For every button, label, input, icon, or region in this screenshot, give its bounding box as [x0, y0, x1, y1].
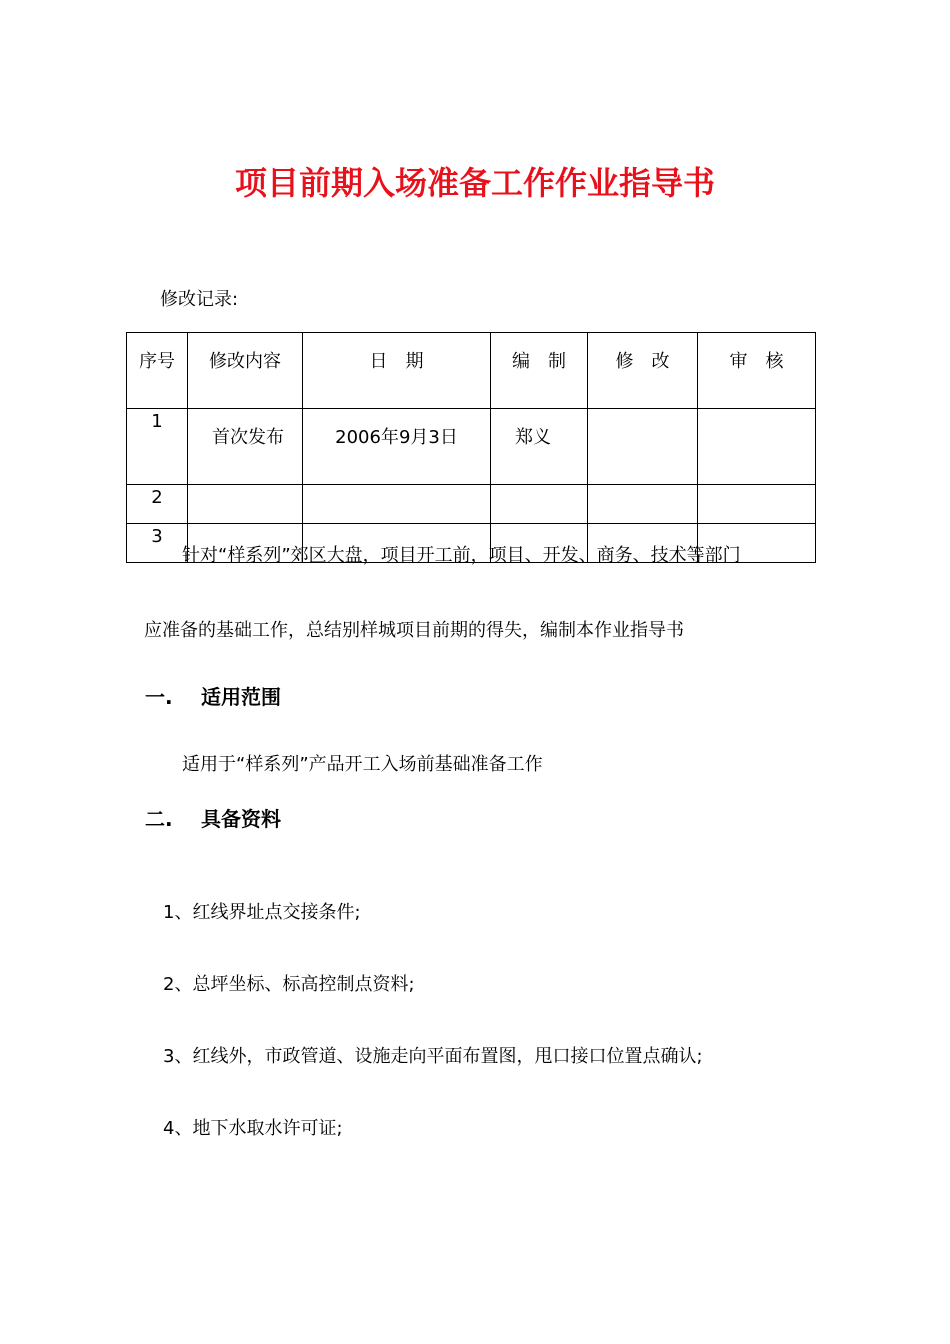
section-title: 具备资料	[201, 807, 281, 831]
section-heading-scope	[145, 681, 281, 710]
row-number: 2	[127, 485, 188, 524]
list-item: 3、红线外，市政管道、设施走向平面布置图，甩口接口位置点确认;	[163, 1046, 703, 1067]
row-modify	[588, 485, 698, 524]
revision-record-label: 修改记录:	[160, 289, 239, 310]
intro-paragraph-line-2: 应准备的基础工作，总结别样城项目前期的得失，编制本作业指导书	[144, 620, 684, 641]
header-cell-seq: 序号	[127, 333, 188, 409]
header-cell-review: 审 核	[698, 333, 816, 409]
header-cell-author: 编 制	[491, 333, 588, 409]
row-modify	[588, 409, 698, 485]
table-row	[127, 409, 816, 485]
header-cell-content: 修改内容	[188, 333, 303, 409]
table-row	[127, 485, 816, 524]
row-number: 3	[127, 524, 188, 563]
row-review	[698, 409, 816, 485]
document-title: 项目前期入场准备工作作业指导书	[234, 164, 715, 202]
row-content: 首次发布	[188, 409, 303, 485]
section-heading-materials	[145, 803, 281, 832]
table-header-row	[127, 333, 816, 409]
list-item: 1、红线界址点交接条件;	[163, 902, 361, 923]
intro-paragraph-line-1: 针对“样系列”郊区大盘，项目开工前，项目、开发、商务、技术等部门	[182, 545, 741, 566]
revision-table	[126, 332, 816, 563]
list-item: 2、总坪坐标、标高控制点资料;	[163, 974, 415, 995]
row-content	[188, 485, 303, 524]
header-cell-date: 日 期	[303, 333, 491, 409]
header-cell-modify: 修 改	[588, 333, 698, 409]
list-item: 4、地下水取水许可证;	[163, 1118, 343, 1139]
row-number: 1	[127, 409, 188, 485]
section-number: 二.	[145, 807, 173, 831]
row-date	[303, 485, 491, 524]
row-review	[698, 485, 816, 524]
section-title: 适用范围	[201, 685, 281, 709]
scope-paragraph: 适用于“样系列”产品开工入场前基础准备工作	[182, 754, 543, 775]
row-author	[491, 485, 588, 524]
section-number: 一.	[145, 685, 173, 709]
row-author: 郑义	[491, 409, 588, 485]
row-date: 2006年9月3日	[303, 409, 491, 485]
